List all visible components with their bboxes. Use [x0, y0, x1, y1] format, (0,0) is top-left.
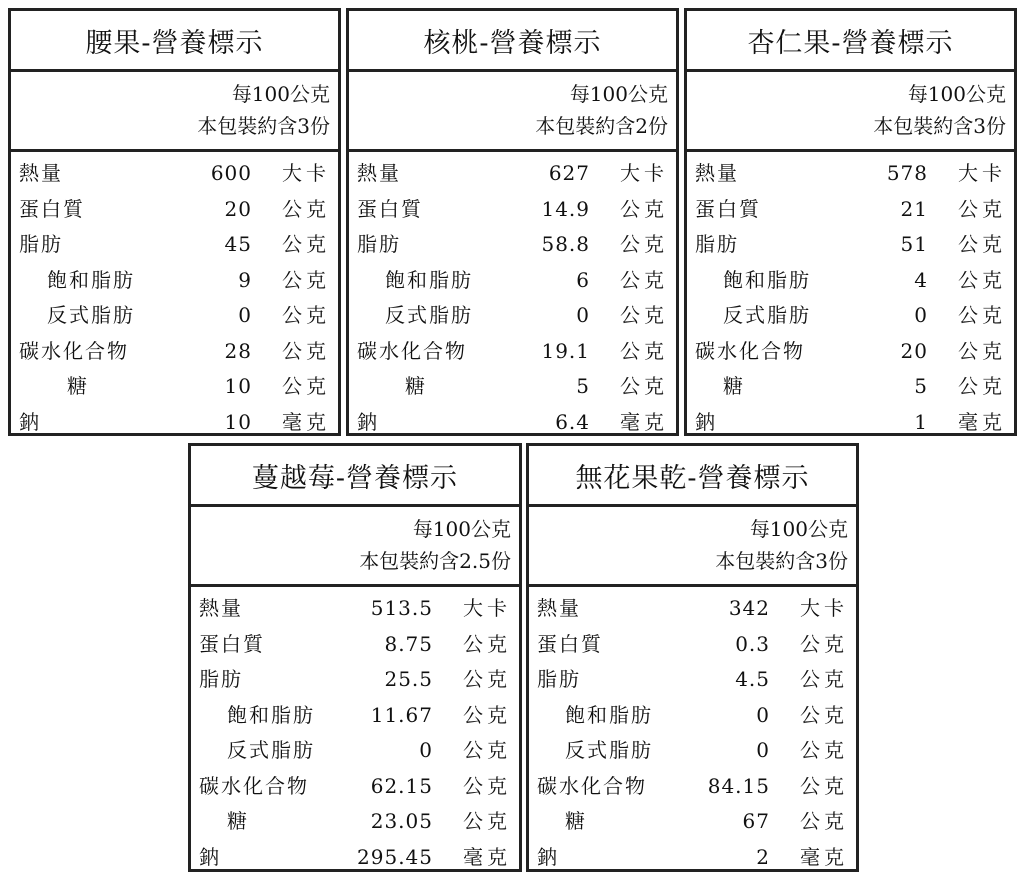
nutrient-value: 0: [238, 303, 252, 327]
nutrient-rows: [349, 152, 676, 440]
nutrient-unit: 公克: [958, 303, 1006, 327]
nutrient-row: [191, 769, 519, 805]
nutrient-row: [529, 804, 856, 840]
nutrient-value: 9: [238, 267, 252, 292]
label-title: 杏仁果-營養標示: [687, 11, 1014, 72]
nutrient-unit: 公克: [800, 809, 848, 833]
nutrient-unit: 公克: [620, 374, 668, 398]
nutrient-row: [349, 334, 676, 370]
nutrient-row: [349, 192, 676, 228]
serving-info: [191, 507, 519, 587]
nutrient-rows: [191, 587, 519, 875]
nutrient-row: [687, 334, 1014, 370]
nutrient-row: [349, 405, 676, 441]
nutrient-value: 5: [576, 374, 590, 398]
nutrient-unit: 公克: [463, 667, 511, 691]
label-title: 蔓越莓-營養標示: [191, 446, 519, 507]
nutrient-row: [687, 298, 1014, 334]
serving-info: [11, 72, 338, 152]
nutrient-value: 627: [548, 161, 590, 185]
nutrient-name: 脂肪: [695, 232, 739, 256]
nutrient-unit: 公克: [463, 631, 511, 656]
nutrient-name: 熱量: [19, 161, 63, 185]
nutrient-row: [687, 227, 1014, 263]
nutrient-name: 反式脂肪: [47, 303, 135, 327]
nutrient-value: 23.05: [370, 809, 433, 833]
nutrient-name: 糖: [227, 809, 249, 833]
nutrient-value: 62.15: [370, 773, 433, 798]
nutrient-row: [529, 627, 856, 663]
label-title: 無花果乾-營養標示: [529, 446, 856, 507]
nutrient-unit: 公克: [282, 338, 330, 363]
nutrient-unit: 公克: [620, 267, 668, 292]
nutrient-name: 蛋白質: [357, 196, 423, 221]
nutrient-value: 51: [900, 232, 928, 256]
nutrient-name: 蛋白質: [537, 631, 603, 656]
nutrient-rows: [11, 152, 338, 440]
nutrient-unit: 公克: [620, 196, 668, 221]
servings-per-package: 本包裝約含3份: [197, 114, 330, 138]
nutrient-value: 21: [900, 196, 928, 221]
nutrient-name: 糖: [405, 374, 427, 398]
nutrient-name: 鈉: [695, 409, 717, 434]
nutrient-unit: 公克: [800, 702, 848, 727]
nutrient-value: 578: [886, 161, 928, 185]
nutrient-name: 飽和脂肪: [723, 267, 811, 292]
nutrient-row: [11, 263, 338, 299]
nutrient-name: 糖: [565, 809, 587, 833]
nutrient-unit: 公克: [620, 303, 668, 327]
nutrient-row: [11, 369, 338, 405]
nutrition-label-cranberry: [188, 443, 522, 872]
nutrient-unit: 大卡: [463, 596, 511, 620]
nutrient-row: [11, 192, 338, 228]
nutrient-row: [529, 591, 856, 627]
serving-info: [687, 72, 1014, 152]
label-title: 腰果-營養標示: [11, 11, 338, 72]
nutrient-name: 反式脂肪: [385, 303, 473, 327]
nutrient-value: 0: [576, 303, 590, 327]
nutrient-unit: 公克: [800, 773, 848, 798]
nutrient-name: 脂肪: [357, 232, 401, 256]
nutrient-unit: 毫克: [282, 409, 330, 434]
servings-per-package: 本包裝約含3份: [715, 549, 848, 573]
servings-per-package: 本包裝約含2.5份: [359, 549, 511, 573]
nutrient-name: 飽和脂肪: [385, 267, 473, 292]
nutrient-unit: 公克: [800, 667, 848, 691]
nutrient-unit: 公克: [958, 196, 1006, 221]
nutrient-name: 糖: [723, 374, 745, 398]
nutrient-row: [11, 334, 338, 370]
nutrient-row: [191, 662, 519, 698]
nutrient-name: 飽和脂肪: [227, 702, 315, 727]
nutrient-row: [687, 156, 1014, 192]
nutrient-name: 蛋白質: [695, 196, 761, 221]
nutrient-unit: 公克: [958, 267, 1006, 292]
nutrient-unit: 公克: [958, 338, 1006, 363]
label-title: 核桃-營養標示: [349, 11, 676, 72]
nutrition-label-walnut: [346, 8, 679, 436]
nutrient-unit: 公克: [620, 232, 668, 256]
nutrient-row: [529, 733, 856, 769]
nutrient-row: [529, 662, 856, 698]
nutrient-name: 反式脂肪: [723, 303, 811, 327]
serving-info: [349, 72, 676, 152]
nutrient-row: [349, 263, 676, 299]
nutrient-value: 84.15: [707, 773, 770, 798]
nutrient-value: 6: [576, 267, 590, 292]
servings-per-package: 本包裝約含3份: [873, 114, 1006, 138]
nutrient-row: [687, 369, 1014, 405]
nutrient-row: [191, 698, 519, 734]
nutrient-row: [191, 804, 519, 840]
nutrient-value: 342: [728, 596, 770, 620]
nutrient-unit: 公克: [282, 374, 330, 398]
nutrient-name: 熱量: [537, 596, 581, 620]
nutrient-value: 4: [914, 267, 928, 292]
per-amount: 每100公克: [412, 517, 511, 541]
nutrient-value: 1: [914, 409, 928, 434]
nutrient-name: 糖: [67, 374, 89, 398]
nutrient-name: 飽和脂肪: [565, 702, 653, 727]
nutrient-row: [687, 192, 1014, 228]
nutrient-unit: 公克: [463, 809, 511, 833]
nutrient-value: 0: [914, 303, 928, 327]
nutrient-name: 反式脂肪: [227, 738, 315, 762]
nutrient-value: 25.5: [384, 667, 433, 691]
nutrient-row: [529, 698, 856, 734]
per-amount: 每100公克: [749, 517, 848, 541]
nutrient-name: 脂肪: [537, 667, 581, 691]
nutrient-name: 脂肪: [199, 667, 243, 691]
nutrient-unit: 公克: [958, 232, 1006, 256]
nutrient-name: 鈉: [199, 844, 221, 869]
nutrient-value: 20: [224, 196, 252, 221]
nutrient-name: 熱量: [695, 161, 739, 185]
nutrient-name: 碳水化合物: [199, 773, 309, 798]
nutrient-value: 11.67: [370, 702, 433, 727]
nutrient-value: 45: [224, 232, 252, 256]
nutrient-name: 蛋白質: [199, 631, 265, 656]
nutrient-row: [11, 227, 338, 263]
nutrient-unit: 大卡: [282, 161, 330, 185]
nutrient-unit: 公克: [463, 773, 511, 798]
nutrient-row: [349, 156, 676, 192]
nutrient-value: 10: [224, 409, 252, 434]
nutrient-value: 2: [756, 844, 770, 869]
nutrient-name: 脂肪: [19, 232, 63, 256]
nutrient-value: 8.75: [384, 631, 433, 656]
nutrient-name: 鈉: [357, 409, 379, 434]
nutrient-value: 6.4: [555, 409, 590, 434]
nutrient-row: [191, 733, 519, 769]
nutrient-row: [11, 298, 338, 334]
nutrient-value: 4.5: [735, 667, 770, 691]
nutrient-value: 58.8: [541, 232, 590, 256]
nutrient-row: [191, 840, 519, 876]
nutrient-value: 0.3: [735, 631, 770, 656]
nutrient-unit: 毫克: [958, 409, 1006, 434]
nutrient-row: [529, 840, 856, 876]
nutrient-unit: 公克: [463, 702, 511, 727]
nutrient-unit: 毫克: [800, 844, 848, 869]
nutrient-name: 鈉: [19, 409, 41, 434]
nutrient-unit: 公克: [282, 196, 330, 221]
nutrient-value: 0: [756, 738, 770, 762]
nutrient-unit: 毫克: [463, 844, 511, 869]
nutrient-rows: [687, 152, 1014, 440]
nutrient-value: 0: [756, 702, 770, 727]
nutrient-row: [191, 627, 519, 663]
nutrient-value: 28: [224, 338, 252, 363]
nutrient-row: [349, 369, 676, 405]
nutrient-name: 碳水化合物: [695, 338, 805, 363]
nutrient-value: 19.1: [541, 338, 590, 363]
nutrient-row: [11, 156, 338, 192]
nutrient-value: 67: [742, 809, 770, 833]
nutrient-name: 碳水化合物: [19, 338, 129, 363]
nutrient-row: [191, 591, 519, 627]
nutrient-unit: 毫克: [620, 409, 668, 434]
nutrient-unit: 公克: [800, 738, 848, 762]
nutrient-name: 飽和脂肪: [47, 267, 135, 292]
nutrient-name: 反式脂肪: [565, 738, 653, 762]
nutrient-row: [349, 227, 676, 263]
nutrition-label-almond: [684, 8, 1017, 436]
nutrient-row: [529, 769, 856, 805]
nutrient-rows: [529, 587, 856, 875]
nutrient-unit: 大卡: [958, 161, 1006, 185]
per-amount: 每100公克: [907, 82, 1006, 106]
servings-per-package: 本包裝約含2份: [535, 114, 668, 138]
nutrient-unit: 公克: [620, 338, 668, 363]
nutrient-row: [687, 405, 1014, 441]
nutrient-unit: 公克: [958, 374, 1006, 398]
nutrient-row: [349, 298, 676, 334]
nutrient-value: 295.45: [357, 844, 433, 869]
nutrient-unit: 公克: [463, 738, 511, 762]
per-amount: 每100公克: [231, 82, 330, 106]
nutrient-name: 熱量: [199, 596, 243, 620]
nutrient-value: 20: [900, 338, 928, 363]
serving-info: [529, 507, 856, 587]
nutrient-value: 14.9: [541, 196, 590, 221]
nutrient-value: 0: [419, 738, 433, 762]
nutrient-value: 600: [210, 161, 252, 185]
nutrition-label-dried-fig: [526, 443, 859, 872]
nutrient-name: 蛋白質: [19, 196, 85, 221]
nutrient-value: 10: [224, 374, 252, 398]
nutrient-name: 碳水化合物: [357, 338, 467, 363]
nutrient-unit: 公克: [282, 232, 330, 256]
nutrient-unit: 公克: [282, 303, 330, 327]
nutrient-name: 碳水化合物: [537, 773, 647, 798]
nutrient-unit: 公克: [800, 631, 848, 656]
nutrient-row: [687, 263, 1014, 299]
nutrient-value: 5: [914, 374, 928, 398]
nutrient-unit: 公克: [282, 267, 330, 292]
nutrient-unit: 大卡: [800, 596, 848, 620]
per-amount: 每100公克: [569, 82, 668, 106]
nutrient-unit: 大卡: [620, 161, 668, 185]
nutrient-name: 鈉: [537, 844, 559, 869]
nutrient-name: 熱量: [357, 161, 401, 185]
nutrient-row: [11, 405, 338, 441]
nutrient-value: 513.5: [370, 596, 433, 620]
nutrition-label-cashew: [8, 8, 341, 436]
